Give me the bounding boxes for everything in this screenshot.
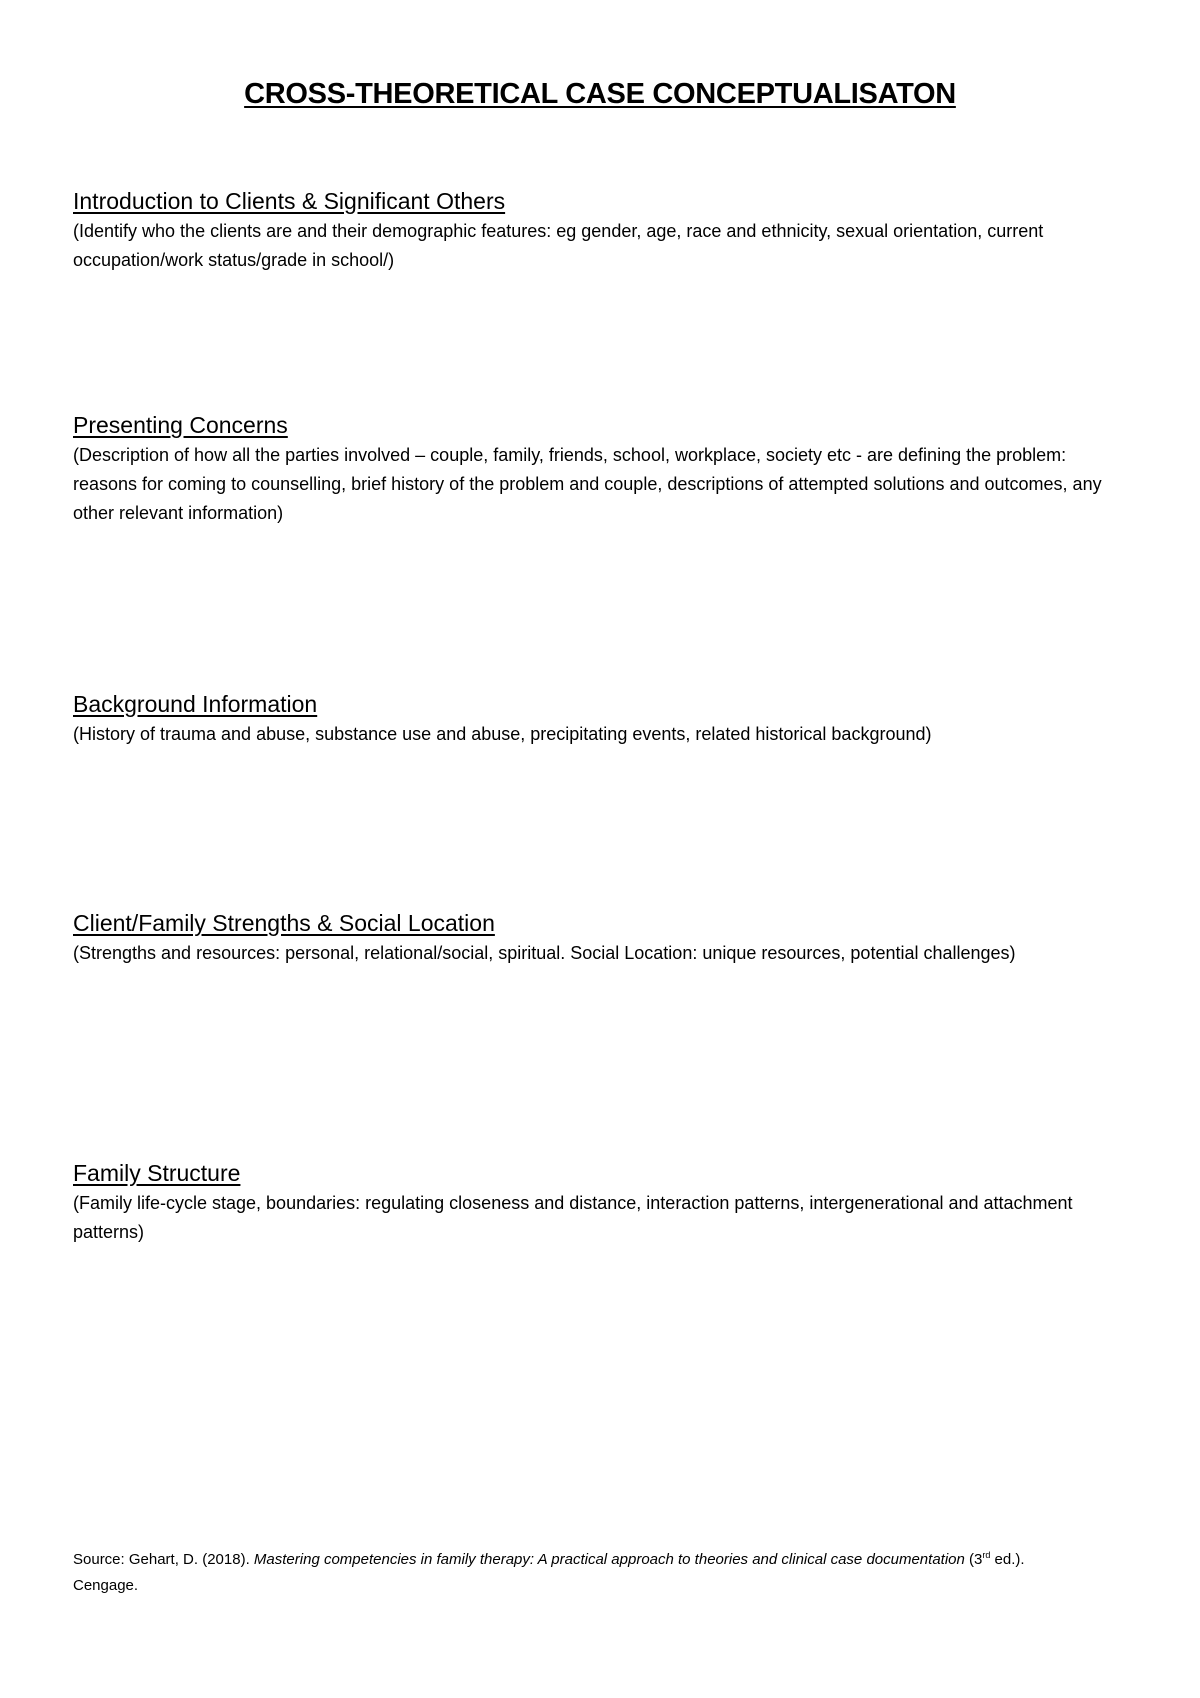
section-description: (Strengths and resources: personal, relational/social, spiritual. Social Location: unique resources, potential challenges): [73, 943, 1016, 963]
citation-book-title: Mastering competencies in family therapy: A practical approach to theories and clinical case documentation: [253, 1551, 965, 1568]
section-description: (Family life-cycle stage, boundaries: regulating closeness and distance, interaction patterns, intergenerational and attachment patterns): [73, 1193, 1073, 1242]
citation-prefix: Source: Gehart, D. (2018).: [73, 1551, 254, 1568]
page-title: CROSS-THEORETICAL CASE CONCEPTUALISATON: [244, 78, 956, 110]
section-introduction-clients: [73, 185, 1133, 275]
section-description: (History of trauma and abuse, substance use and abuse, precipitating events, related historical background): [73, 724, 932, 744]
section-background-information: [73, 688, 1133, 749]
section-heading: Background Information: [73, 691, 318, 717]
source-citation: [73, 1547, 1143, 1599]
section-family-structure: [73, 1157, 1133, 1247]
citation-edition-close: ed.).: [990, 1551, 1025, 1568]
citation-edition-open: (3: [964, 1551, 983, 1568]
section-heading: Client/Family Strengths & Social Location: [73, 910, 495, 936]
citation-publisher: Cengage.: [73, 1577, 139, 1594]
section-presenting-concerns: [73, 409, 1133, 528]
section-strengths-social-location: [73, 907, 1133, 968]
section-description: (Identify who the clients are and their demographic features: eg gender, age, race and ethnicity, sexual orientation, current occupation/work status/grade in school/): [73, 221, 1044, 270]
section-description: (Description of how all the parties involved – couple, family, friends, school, workplace, society etc - are defining the problem: reasons for coming to counselling, brief history of the problem and couple, descriptions of attempted solutions and outcomes, any other relevant information): [73, 445, 1102, 523]
section-heading: Introduction to Clients & Significant Others: [73, 188, 506, 214]
section-heading: Presenting Concerns: [73, 412, 288, 438]
citation-edition-superscript: rd: [982, 1550, 991, 1560]
section-heading: Family Structure: [73, 1160, 241, 1186]
